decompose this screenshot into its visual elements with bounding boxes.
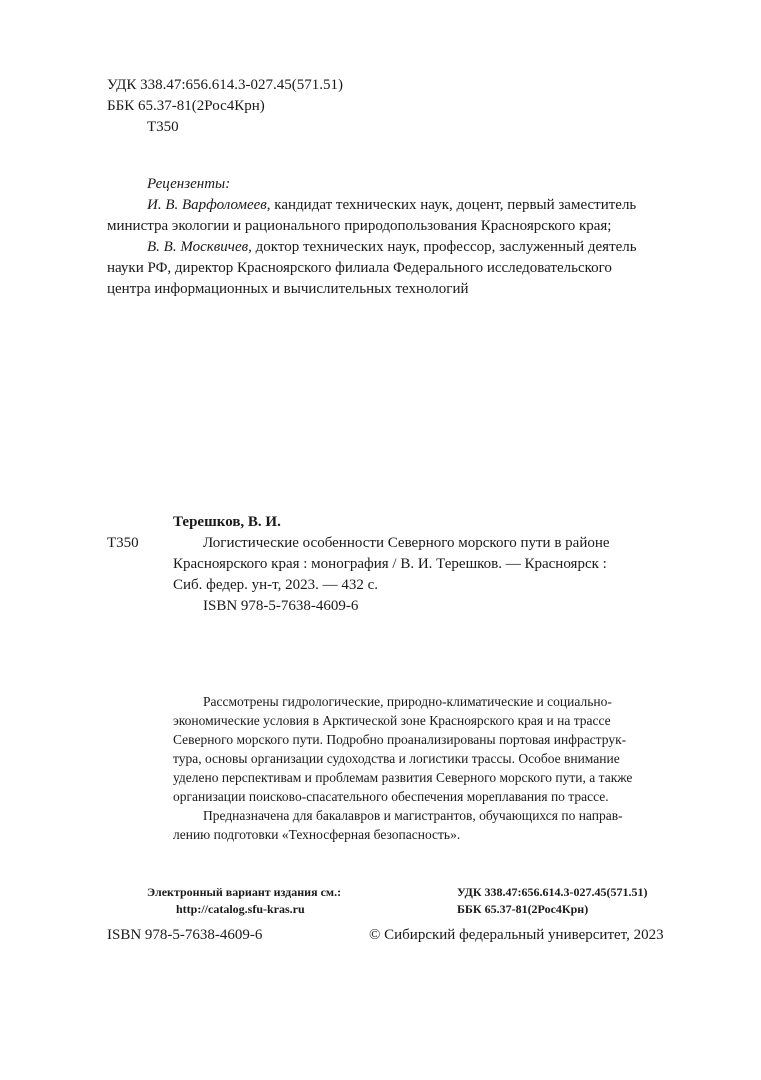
abstract-line-4: тура, основы организации судоходства и логистики трассы. Особое внимание: [173, 751, 620, 766]
catalog-author-mark: Т350: [107, 535, 139, 551]
catalog-title-line-3: Сиб. федер. ун-т, 2023. — 432 с.: [173, 577, 378, 593]
reviewer-2-desc: , доктор технических наук, профессор, заслуженный деятель: [248, 239, 637, 255]
electronic-edition-url[interactable]: http://catalog.sfu-kras.ru: [176, 902, 305, 916]
udk-index: УДК 338.47:656.614.3-027.45(571.51): [107, 77, 343, 93]
reviewer-2-name: В. В. Москвичев: [147, 239, 249, 255]
catalog-author: Терешков, В. И.: [173, 514, 281, 530]
reviewer-1-name: И. В. Варфоломеев: [147, 197, 267, 213]
footer-bbk-index: ББК 65.37-81(2Рос4Крн): [457, 902, 589, 916]
reviewer-2-line-3: центра информационных и вычислительных технологий: [107, 281, 469, 297]
reviewers-title: Рецензенты:: [147, 176, 231, 192]
copyright: © Сибирский федеральный университет, 2023: [369, 927, 664, 943]
electronic-edition-label: Электронный вариант издания см.:: [147, 885, 342, 899]
reviewer-2-line-2: науки РФ, директор Красноярского филиала Федерального исследовательского: [107, 260, 612, 276]
abstract-line-5: уделено перспективам и проблемам развития Северного морского пути, а также: [173, 770, 633, 785]
abstract-line-2: экономические условия в Арктической зоне Красноярского края и на трассе: [173, 713, 611, 728]
reviewer-1-line-1: [147, 195, 636, 216]
footer-udk-index: УДК 338.47:656.614.3-027.45(571.51): [457, 885, 648, 899]
reviewer-1-desc: , кандидат технических наук, доцент, первый заместитель: [266, 197, 637, 213]
reviewer-2-line-1: [147, 237, 637, 258]
reviewer-1-line-2: министра экологии и рационального природопользования Красноярского края;: [107, 218, 612, 234]
footer-isbn: ISBN 978-5-7638-4609-6: [107, 927, 263, 943]
abstract-line-3: Северного морского пути. Подробно проанализированы портовая инфраструк-: [173, 732, 627, 747]
author-mark: Т350: [147, 119, 179, 135]
bbk-index: ББК 65.37-81(2Рос4Крн): [107, 98, 265, 114]
abstract-line-1: Рассмотрены гидрологические, природно-климатические и социально-: [203, 694, 612, 709]
audience-line-2: лению подготовки «Техносферная безопасность».: [173, 827, 461, 842]
catalog-title-line-2: Красноярского края : монография / В. И. Терешков. — Красноярск :: [173, 556, 607, 572]
abstract-line-6: организации поисково-спасательного обеспечения мореплавания по трассе.: [173, 789, 609, 804]
catalog-title-line-1: Логистические особенности Северного морского пути в районе: [203, 535, 610, 551]
catalog-isbn: ISBN 978-5-7638-4609-6: [203, 598, 359, 614]
audience-line-1: Предназначена для бакалавров и магистрантов, обучающихся по направ-: [203, 808, 623, 823]
